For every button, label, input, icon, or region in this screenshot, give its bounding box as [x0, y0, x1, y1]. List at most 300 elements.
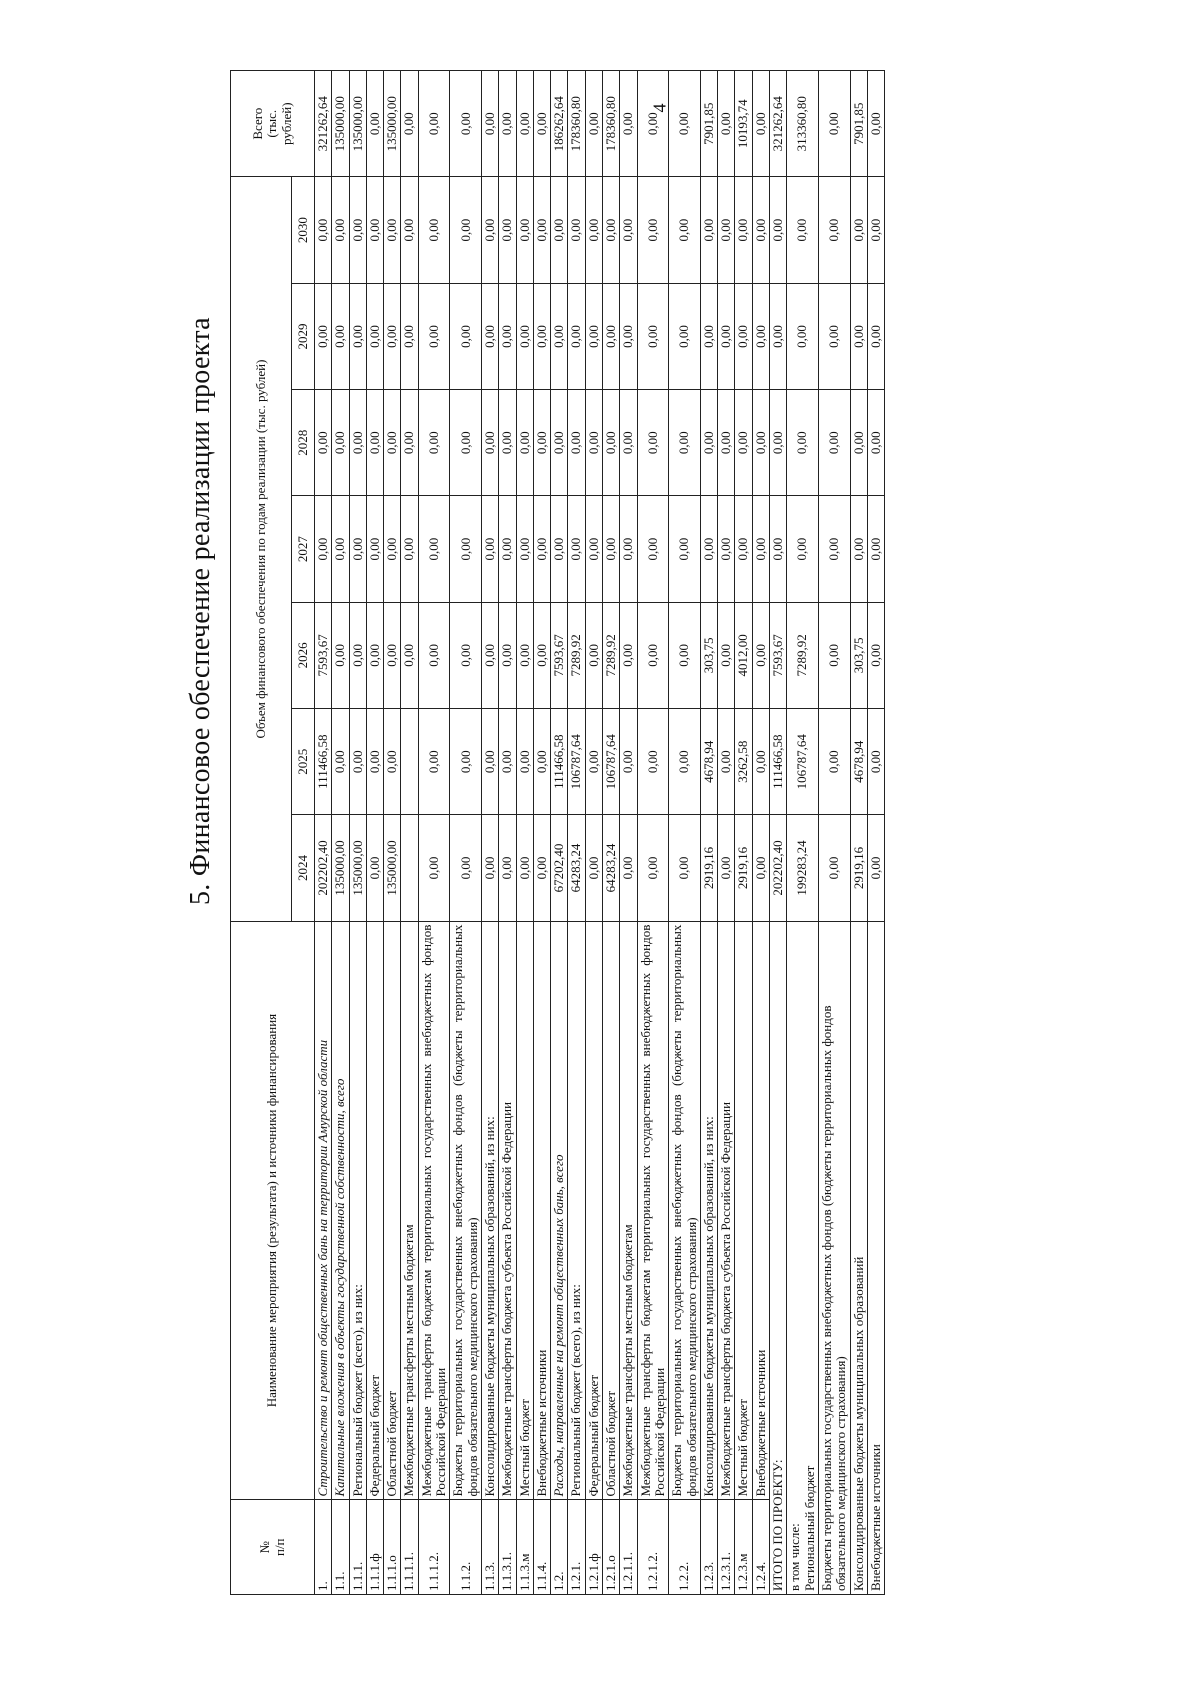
row-code: 1.1.1.	[349, 1500, 366, 1595]
row-value: 7289,92	[568, 602, 585, 708]
section-title: 5. Финансовое обеспечение реализации проекта	[185, 317, 216, 905]
breakdown-value: 0,00	[818, 709, 850, 815]
row-name: Областной бюджет	[384, 921, 401, 1500]
row-value: 0,00	[481, 496, 498, 602]
row-value: 0,00	[568, 390, 585, 496]
row-value: 0,00	[637, 177, 669, 283]
row-value: 0,00	[418, 390, 450, 496]
breakdown-value: 0,00	[787, 283, 819, 389]
row-code: 1.1.1.ф	[366, 1500, 383, 1595]
row-value: 0,00	[603, 390, 620, 496]
table-body	[315, 71, 885, 1595]
row-value: 0,00	[332, 602, 349, 708]
table-row	[533, 71, 550, 1595]
breakdown-value: 0,00	[867, 71, 884, 177]
row-value: 0,00	[551, 390, 568, 496]
row-value: 0,00	[752, 283, 769, 389]
row-code: 1.2.1.1.	[620, 1500, 637, 1595]
row-value: 0,00	[533, 283, 550, 389]
row-value: 64283,24	[568, 815, 585, 921]
header-year: 2025	[292, 709, 315, 815]
row-value: 0,00	[516, 71, 533, 177]
row-value: 0,00	[450, 177, 482, 283]
row-value: 0,00	[516, 815, 533, 921]
row-value: 0,00	[533, 496, 550, 602]
row-value: 0,00	[481, 709, 498, 815]
summary-value: 321262,64	[770, 71, 787, 177]
table-row	[481, 71, 498, 1595]
financing-table	[230, 70, 885, 1595]
table-row	[752, 71, 769, 1595]
row-value: 0,00	[401, 496, 418, 602]
row-value: 0,00	[332, 709, 349, 815]
header-year: 2028	[292, 390, 315, 496]
row-value: 0,00	[718, 177, 735, 283]
row-value: 0,00	[551, 496, 568, 602]
row-value: 0,00	[585, 283, 602, 389]
row-value: 0,00	[669, 71, 701, 177]
row-value: 0,00	[669, 709, 701, 815]
row-value: 0,00	[516, 709, 533, 815]
row-value: 0,00	[499, 496, 516, 602]
row-value: 0,00	[700, 177, 717, 283]
table-row	[637, 71, 669, 1595]
row-value: 0,00	[384, 390, 401, 496]
row-value: 0,00	[315, 283, 332, 389]
breakdown-value: 0,00	[818, 71, 850, 177]
row-name: Областной бюджет	[603, 921, 620, 1500]
row-value: 0,00	[450, 390, 482, 496]
row-value: 0,00	[401, 602, 418, 708]
row-name: Межбюджетные трансферты бюджета субъекта Российской Федерации	[718, 921, 735, 1500]
row-value: 0,00	[620, 496, 637, 602]
row-value: 0,00	[718, 390, 735, 496]
row-value: 0,00	[718, 602, 735, 708]
row-value: 0,00	[499, 709, 516, 815]
breakdown-value: 7901,85	[850, 71, 867, 177]
header-year: 2026	[292, 602, 315, 708]
row-value: 2919,16	[700, 815, 717, 921]
row-value: 0,00	[366, 815, 383, 921]
row-value: 0,00	[669, 602, 701, 708]
row-value: 0,00	[551, 177, 568, 283]
row-value: 0,00	[752, 71, 769, 177]
row-value: 0,00	[637, 815, 669, 921]
row-value: 0,00	[366, 602, 383, 708]
row-value: 0,00	[450, 71, 482, 177]
row-value: 178360,80	[603, 71, 620, 177]
summary-value: 0,00	[770, 496, 787, 602]
row-value: 0,00	[516, 390, 533, 496]
row-value: 0,00	[637, 283, 669, 389]
row-value: 135000,00	[384, 71, 401, 177]
row-value: 0,00	[481, 602, 498, 708]
summary-breakdown-row	[867, 71, 884, 1595]
row-value: 0,00	[620, 177, 637, 283]
row-code: 1.2.	[551, 1500, 568, 1595]
row-value: 135000,00	[349, 815, 366, 921]
row-value: 0,00	[418, 815, 450, 921]
row-value: 7593,67	[551, 602, 568, 708]
breakdown-value: 0,00	[818, 815, 850, 921]
summary-value: 0,00	[770, 283, 787, 389]
row-code: 1.2.3.	[700, 1500, 717, 1595]
summary-breakdown-row	[850, 71, 867, 1595]
row-value: 0,00	[669, 283, 701, 389]
breakdown-value: 0,00	[867, 815, 884, 921]
breakdown-value: 0,00	[867, 177, 884, 283]
breakdown-value: 0,00	[787, 390, 819, 496]
row-value: 64283,24	[603, 815, 620, 921]
row-value: 0,00	[669, 496, 701, 602]
breakdown-value: 0,00	[850, 177, 867, 283]
row-name: Межбюджетные трансферты бюджета субъекта Российской Федерации	[499, 921, 516, 1500]
row-value: 0,00	[332, 283, 349, 389]
row-value: 0,00	[568, 177, 585, 283]
header-number: № п/п	[231, 1500, 315, 1595]
summary-value: 0,00	[770, 177, 787, 283]
row-value: 0,00	[418, 71, 450, 177]
row-value: 0,00	[585, 709, 602, 815]
row-code: 1.1.1.1.	[401, 1500, 418, 1595]
row-value: 0,00	[481, 177, 498, 283]
row-code: 1.1.3.	[481, 1500, 498, 1595]
row-value: 135000,00	[332, 815, 349, 921]
row-value: 0,00	[620, 390, 637, 496]
row-value: 0,00	[366, 709, 383, 815]
row-value: 0,00	[349, 177, 366, 283]
row-value: 0,00	[637, 71, 669, 177]
row-value: 0,00	[401, 390, 418, 496]
row-value: 0,00	[637, 390, 669, 496]
breakdown-value: 0,00	[818, 177, 850, 283]
table-row	[603, 71, 620, 1595]
header-total: Всего (тыс. рублей)	[231, 71, 315, 177]
row-value: 0,00	[752, 815, 769, 921]
row-name: Бюджеты территориальных государственных внебюджетных фондов (бюджеты территориальных фондов обязательного медицинского страхования)	[450, 921, 482, 1500]
row-value: 0,00	[516, 496, 533, 602]
breakdown-value: 0,00	[867, 283, 884, 389]
row-code: 1.2.1.2.	[637, 1500, 669, 1595]
table-row	[516, 71, 533, 1595]
summary-label: ИТОГО ПО ПРОЕКТУ:	[770, 921, 787, 1594]
row-value: 0,00	[620, 815, 637, 921]
row-code: 1.2.4.	[752, 1500, 769, 1595]
row-value: 0,00	[718, 283, 735, 389]
row-value: 0,00	[499, 390, 516, 496]
row-value: 0,00	[533, 71, 550, 177]
row-value: 0,00	[533, 709, 550, 815]
row-value: 0,00	[450, 602, 482, 708]
row-name: Капитальные вложения в объекты государственной собственности, всего	[332, 921, 349, 1500]
row-value: 0,00	[585, 815, 602, 921]
table-row	[315, 71, 332, 1595]
table-row	[620, 71, 637, 1595]
row-value: 0,00	[481, 283, 498, 389]
row-value: 0,00	[752, 709, 769, 815]
row-value: 0,00	[585, 71, 602, 177]
row-value: 0,00	[603, 177, 620, 283]
row-value: 0,00	[332, 496, 349, 602]
row-value: 0,00	[499, 177, 516, 283]
row-value: 0,00	[481, 71, 498, 177]
row-value: 0,00	[620, 602, 637, 708]
summary-value: 7593,67	[770, 602, 787, 708]
row-value: 178360,80	[568, 71, 585, 177]
row-value: 0,00	[585, 496, 602, 602]
row-value: 0,00	[418, 709, 450, 815]
row-value: 0,00	[349, 283, 366, 389]
row-name: Консолидированные бюджеты муниципальных образований, из них:	[481, 921, 498, 1500]
row-value: 0,00	[533, 815, 550, 921]
table-row	[499, 71, 516, 1595]
row-value: 0,00	[669, 177, 701, 283]
row-value: 2919,16	[735, 815, 752, 921]
row-name: Расходы, направленные на ремонт общественных бань, всего	[551, 921, 568, 1500]
row-value: 0,00	[332, 390, 349, 496]
row-value: 0,00	[735, 177, 752, 283]
row-code: 1.2.1.о	[603, 1500, 620, 1595]
row-value: 7901,85	[700, 71, 717, 177]
row-name: Местный бюджет	[735, 921, 752, 1500]
breakdown-value: 313360,80	[787, 71, 819, 177]
row-value: 0,00	[533, 177, 550, 283]
row-value: 0,00	[603, 283, 620, 389]
row-value: 0,00	[401, 283, 418, 389]
row-code: 1.2.2.	[669, 1500, 701, 1595]
row-value: 202202,40	[315, 815, 332, 921]
row-value: 0,00	[481, 815, 498, 921]
breakdown-value: 106787,64	[787, 709, 819, 815]
row-value: 0,00	[418, 496, 450, 602]
row-name: Региональный бюджет (всего), из них:	[349, 921, 366, 1500]
table-row	[735, 71, 752, 1595]
breakdown-value: 0,00	[818, 283, 850, 389]
row-value: 0,00	[533, 602, 550, 708]
breakdown-value: 0,00	[867, 602, 884, 708]
table-row	[366, 71, 383, 1595]
row-value: 0,00	[450, 815, 482, 921]
row-value: 106787,64	[568, 709, 585, 815]
summary-breakdown-row	[787, 71, 819, 1595]
row-code: 1.1.3.1.	[499, 1500, 516, 1595]
table-row	[450, 71, 482, 1595]
row-value: 0,00	[384, 602, 401, 708]
summary-value: 0,00	[770, 390, 787, 496]
row-code: 1.1.4.	[533, 1500, 550, 1595]
breakdown-name: Консолидированные бюджеты муниципальных образований	[850, 921, 867, 1594]
row-value: 0,00	[366, 496, 383, 602]
row-value: 0,00	[752, 496, 769, 602]
row-value: 0,00	[349, 602, 366, 708]
breakdown-value: 0,00	[787, 177, 819, 283]
row-value: 0,00	[700, 390, 717, 496]
row-value: 0,00	[418, 602, 450, 708]
page-number: 4	[649, 103, 670, 113]
row-value: 0,00	[516, 177, 533, 283]
summary-value: 111466,58	[770, 709, 787, 815]
row-value: 0,00	[637, 602, 669, 708]
row-value: 0,00	[669, 390, 701, 496]
table-row	[551, 71, 568, 1595]
header-year: 2027	[292, 496, 315, 602]
row-value: 0,00	[637, 709, 669, 815]
row-value	[401, 815, 418, 921]
row-value: 0,00	[401, 71, 418, 177]
row-value: 111466,58	[551, 709, 568, 815]
row-value: 0,00	[700, 283, 717, 389]
row-value: 321262,64	[315, 71, 332, 177]
breakdown-value: 0,00	[818, 602, 850, 708]
summary-value: 202202,40	[770, 815, 787, 921]
row-value: 0,00	[620, 709, 637, 815]
row-name: Бюджеты территориальных государственных внебюджетных фондов (бюджеты территориальных фондов обязательного медицинского страхования)	[669, 921, 701, 1500]
row-code: 1.1.1.о	[384, 1500, 401, 1595]
row-value: 0,00	[384, 177, 401, 283]
row-value	[401, 709, 418, 815]
row-code: 1.1.3.м	[516, 1500, 533, 1595]
row-code: 1.2.3.1.	[718, 1500, 735, 1595]
row-value: 0,00	[499, 71, 516, 177]
row-value: 0,00	[384, 496, 401, 602]
row-code: 1.	[315, 1500, 332, 1595]
header-volume: Объем финансового обеспечения по годам реализации (тыс. рублей)	[231, 177, 292, 921]
breakdown-name: Бюджеты территориальных государственных внебюджетных фондов (бюджеты территориальных фондов обязательного медицинского страхования)	[818, 921, 850, 1594]
row-value: 0,00	[418, 177, 450, 283]
row-value: 10193,74	[735, 71, 752, 177]
header-name: Наименование мероприятия (результата) и источники финансирования	[231, 921, 315, 1500]
row-value: 0,00	[752, 390, 769, 496]
row-value: 0,00	[499, 602, 516, 708]
header-year: 2024	[292, 815, 315, 921]
row-value: 0,00	[349, 390, 366, 496]
row-value: 0,00	[568, 283, 585, 389]
breakdown-value: 0,00	[850, 390, 867, 496]
row-value: 0,00	[315, 390, 332, 496]
table-row	[718, 71, 735, 1595]
row-value: 0,00	[418, 283, 450, 389]
row-value: 0,00	[585, 177, 602, 283]
row-value: 0,00	[735, 283, 752, 389]
row-name: Межбюджетные трансферты бюджетам территориальных государственных внебюджетных фондов Российской Федерации	[418, 921, 450, 1500]
row-value: 0,00	[401, 177, 418, 283]
row-value: 0,00	[669, 815, 701, 921]
row-value: 4012,00	[735, 602, 752, 708]
table-row	[669, 71, 701, 1595]
table-row	[332, 71, 349, 1595]
row-value: 67202,40	[551, 815, 568, 921]
row-name: Межбюджетные трансферты местным бюджетам	[401, 921, 418, 1500]
row-name: Внебюджетные источники	[533, 921, 550, 1500]
row-value: 0,00	[366, 283, 383, 389]
row-name: Федеральный бюджет	[366, 921, 383, 1500]
table-row	[700, 71, 717, 1595]
row-value: 0,00	[499, 815, 516, 921]
breakdown-value: 0,00	[818, 496, 850, 602]
row-value: 4678,94	[700, 709, 717, 815]
row-value: 0,00	[700, 496, 717, 602]
breakdown-value: 4678,94	[850, 709, 867, 815]
breakdown-value: 0,00	[867, 496, 884, 602]
breakdown-value: 0,00	[850, 496, 867, 602]
row-value: 0,00	[450, 496, 482, 602]
breakdown-value: 199283,24	[787, 815, 819, 921]
row-value: 0,00	[637, 496, 669, 602]
breakdown-value: 303,75	[850, 602, 867, 708]
row-value: 0,00	[752, 177, 769, 283]
row-value: 0,00	[384, 283, 401, 389]
summary-row	[770, 71, 787, 1595]
row-value: 0,00	[366, 177, 383, 283]
row-value: 0,00	[516, 602, 533, 708]
row-value: 0,00	[481, 390, 498, 496]
row-code: 1.1.1.2.	[418, 1500, 450, 1595]
header-year: 2029	[292, 283, 315, 389]
row-name: Межбюджетные трансферты местным бюджетам	[620, 921, 637, 1500]
breakdown-value: 0,00	[818, 390, 850, 496]
summary-breakdown-row	[818, 71, 850, 1595]
row-value: 7593,67	[315, 602, 332, 708]
row-value: 0,00	[735, 390, 752, 496]
row-value: 0,00	[718, 496, 735, 602]
row-value: 0,00	[450, 709, 482, 815]
row-value: 111466,58	[315, 709, 332, 815]
breakdown-value: 0,00	[867, 390, 884, 496]
row-name: Местный бюджет	[516, 921, 533, 1500]
row-value: 0,00	[349, 496, 366, 602]
table-row	[384, 71, 401, 1595]
row-value: 0,00	[499, 283, 516, 389]
row-value: 135000,00	[332, 71, 349, 177]
row-value: 0,00	[718, 71, 735, 177]
table-row	[568, 71, 585, 1595]
row-value: 0,00	[620, 71, 637, 177]
row-value: 0,00	[533, 390, 550, 496]
row-code: 1.1.	[332, 1500, 349, 1595]
row-name: Консолидированные бюджеты муниципальных образований, из них:	[700, 921, 717, 1500]
row-value: 0,00	[366, 390, 383, 496]
breakdown-name: Внебюджетные источники	[867, 921, 884, 1594]
row-value: 0,00	[752, 602, 769, 708]
row-value: 186262,64	[551, 71, 568, 177]
row-code: 1.2.1.ф	[585, 1500, 602, 1595]
row-value: 0,00	[718, 815, 735, 921]
row-value: 0,00	[585, 602, 602, 708]
row-value: 7289,92	[603, 602, 620, 708]
row-value: 0,00	[332, 177, 349, 283]
row-value: 303,75	[700, 602, 717, 708]
breakdown-value: 0,00	[850, 283, 867, 389]
row-value: 135000,00	[384, 815, 401, 921]
row-name: Федеральный бюджет	[585, 921, 602, 1500]
table-row	[585, 71, 602, 1595]
row-value: 0,00	[516, 283, 533, 389]
row-value: 0,00	[551, 283, 568, 389]
row-value: 135000,00	[349, 71, 366, 177]
header-year: 2030	[292, 177, 315, 283]
row-value: 0,00	[349, 709, 366, 815]
row-name: Региональный бюджет (всего), из них:	[568, 921, 585, 1500]
row-name: Строительство и ремонт общественных бань на территории Амурской области	[315, 921, 332, 1500]
row-code: 1.1.2.	[450, 1500, 482, 1595]
breakdown-value: 7289,92	[787, 602, 819, 708]
row-value: 106787,64	[603, 709, 620, 815]
table-row	[401, 71, 418, 1595]
breakdown-value: 0,00	[787, 496, 819, 602]
table-row	[418, 71, 450, 1595]
table-row	[349, 71, 366, 1595]
row-name: Внебюджетные источники	[752, 921, 769, 1500]
